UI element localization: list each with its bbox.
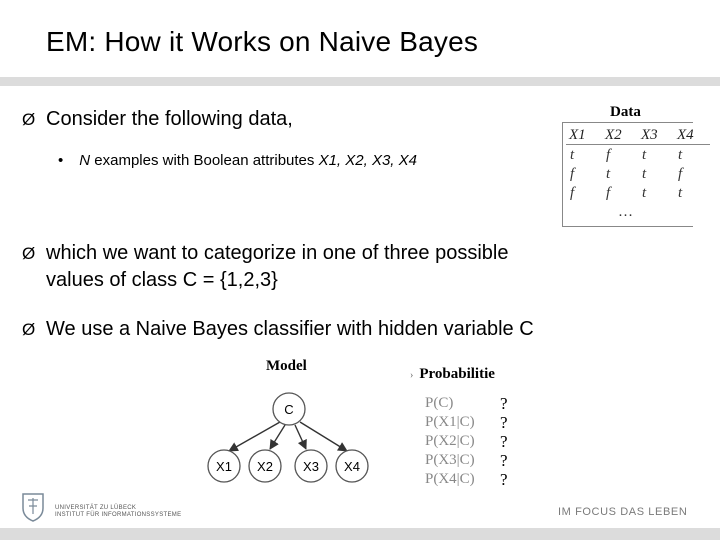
data-ellipsis: … [618, 204, 633, 220]
node-x4-label: X4 [344, 459, 360, 474]
sub-bullet-examples [58, 152, 417, 169]
edge-c-x3 [295, 425, 306, 449]
university-line-1: UNIVERSITÄT ZU LÜBECK [55, 505, 137, 511]
node-x1 [208, 450, 240, 482]
data-header-x1: X1 [566, 126, 602, 145]
data-header-x3: X3 [638, 126, 674, 145]
table-cell: f [570, 185, 575, 201]
probability-terms [425, 394, 475, 489]
edge-c-x4 [300, 422, 347, 451]
prob-value: ? [500, 432, 508, 451]
prob-value: ? [500, 413, 508, 432]
arrow-bullet-icon: Ø [22, 244, 36, 263]
table-cell: f [678, 166, 683, 182]
prob-value: ? [500, 470, 508, 489]
model-network-diagram [200, 385, 380, 485]
node-x2 [249, 450, 281, 482]
node-x3 [295, 450, 327, 482]
model-figure-title: Model [266, 358, 307, 374]
bottom-rule [0, 528, 720, 540]
bullet-consider-data [22, 106, 293, 133]
bullet-naive-bayes [22, 316, 534, 343]
table-row [566, 183, 710, 202]
node-x1-label: X1 [216, 459, 232, 474]
table-row [566, 164, 710, 183]
table-cell: t [678, 185, 683, 201]
prob-term: P(X4|C) [425, 471, 475, 487]
table-cell: f [606, 185, 611, 201]
bullet-line-1: which we want to categorize in one of three possible [46, 242, 509, 264]
table-cell: t [678, 147, 683, 163]
bullet-categorize [22, 240, 642, 294]
table-cell: t [570, 147, 575, 163]
arrow-bullet-icon: Ø [22, 320, 36, 339]
node-x4 [336, 450, 368, 482]
node-x3-label: X3 [303, 459, 319, 474]
node-x2-label: X2 [257, 459, 273, 474]
title-rule [0, 77, 720, 86]
table-cell: f [606, 147, 611, 163]
prob-value: ? [500, 394, 508, 413]
table-cell: t [606, 166, 611, 182]
table-cell: f [570, 166, 575, 182]
footer-motto: IM FOCUS DAS LEBEN [558, 506, 688, 518]
table-cell: t [642, 147, 647, 163]
prob-term: P(C) [425, 395, 454, 411]
chevron-right-icon: › [410, 370, 414, 381]
data-header-x4: X4 [674, 126, 710, 145]
prob-term: P(X1|C) [425, 414, 475, 430]
table-cell: t [642, 166, 647, 182]
probabilities-title [410, 366, 502, 383]
table-cell: t [642, 185, 647, 201]
node-c-label: C [284, 402, 294, 417]
bullet-text: Consider the following data, [46, 108, 293, 130]
sub-bullet-attrs: X1, X2, X3, X4 [318, 152, 417, 169]
university-line-2: INSTITUT FÜR INFORMATIONSSYSTEME [55, 512, 182, 518]
bullet-text: We use a Naive Bayes classifier with hidden variable C [46, 318, 534, 340]
node-c [273, 393, 305, 425]
university-seal-icon [20, 492, 46, 522]
data-table [566, 126, 710, 202]
edge-c-x1 [229, 422, 280, 451]
data-figure-title: Data [610, 104, 641, 120]
data-table-header-row [566, 126, 710, 145]
probabilities-title-text: Probabilitie [419, 366, 495, 382]
data-header-x2: X2 [602, 126, 638, 145]
table-row [566, 145, 710, 165]
prob-value: ? [500, 451, 508, 470]
slide-title: EM: How it Works on Naive Bayes [46, 26, 479, 57]
sub-bullet-n: N [79, 152, 91, 169]
sub-bullet-text: examples with Boolean attributes [90, 152, 319, 169]
bullet-line-2: values of class C = {1,2,3} [46, 269, 278, 291]
prob-term: P(X2|C) [425, 433, 475, 449]
edge-c-x2 [270, 425, 285, 449]
university-name [55, 505, 181, 519]
prob-term: P(X3|C) [425, 452, 475, 468]
arrow-bullet-icon: Ø [22, 110, 36, 129]
dot-bullet-icon: • [58, 152, 64, 169]
probability-values [500, 394, 508, 489]
